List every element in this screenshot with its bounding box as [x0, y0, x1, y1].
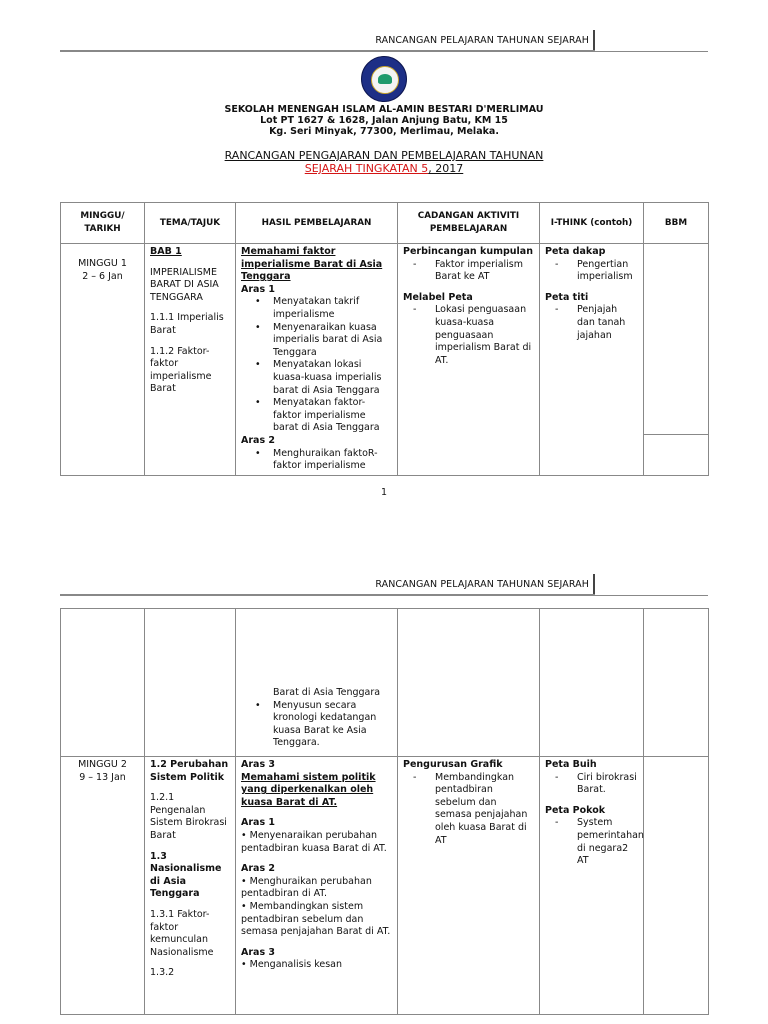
col-aktiviti: CADANGAN AKTIVITI PEMBELAJARAN: [398, 203, 540, 244]
level-2-list: [241, 448, 392, 473]
list-item: • Menyenaraikan kuasa imperialis barat di Asia Tenggara: [255, 322, 392, 360]
week-label: MINGGU 2: [78, 759, 127, 770]
cell-ithink: [540, 609, 644, 757]
level-2-text-2: • Membandingkan sistem pentadbiran sebelum dan semasa penjajahan Barat di AT.: [241, 900, 391, 938]
subtopic-1-2-1: 1.2.1 Pengenalan Sistem Birokrasi Barat: [150, 792, 227, 841]
cell-hasil: [236, 244, 398, 476]
cell-bbm: [644, 757, 709, 1015]
activity-1-list: [403, 259, 534, 284]
header-text: RANCANGAN PELAJARAN TAHUNAN SEJARAH: [375, 35, 589, 46]
outcome-title: Memahami faktor imperialisme Barat di Asia Tenggara: [241, 246, 383, 283]
activity-title: Pengurusan Grafik: [403, 759, 503, 770]
list-item: - Membandingkan pentadbiran sebelum dan semasa penjajahan oleh kuasa Barat di AT: [413, 772, 534, 848]
ithink-2-list: [545, 304, 638, 342]
ithink-2-list: [545, 817, 644, 867]
level-1-label: Aras 1: [241, 817, 276, 829]
level-2-label: Aras 2: [241, 434, 276, 446]
cell-hasil-cont: [236, 609, 398, 757]
activity-list: [403, 772, 534, 848]
col-tema: TEMA/TAJUK: [145, 203, 236, 244]
week-date: 9 – 13 Jan: [79, 771, 126, 783]
list-item-continued: [255, 687, 392, 700]
cell-tema: [145, 244, 236, 476]
list-item: • Menyatakan lokasi kuasa-kuasa imperialis barat di Asia Tenggara: [255, 359, 392, 397]
school-address-1: Lot PT 1627 & 1628, Jalan Anjung Batu, KM 15: [260, 115, 508, 126]
table-row: [61, 757, 709, 1015]
list-item: - Ciri birokrasi Barat.: [555, 772, 638, 797]
level-1-list: [241, 296, 392, 435]
ithink-2-title: Peta Pokok: [545, 804, 606, 816]
ithink-1-title: Peta dakap: [545, 246, 606, 257]
table-row: [61, 609, 709, 757]
list-item: • Menyatakan faktor-faktor imperialisme barat di Asia Tenggara: [255, 397, 392, 435]
ithink-2-title: Peta titi: [545, 291, 589, 303]
topic-1-2: 1.2 Perubahan Sistem Politik: [150, 759, 229, 783]
activity-1-title: Perbincangan kumpulan: [403, 246, 533, 257]
level-3-label-top: Aras 3: [241, 759, 276, 770]
level-1-label: Aras 1: [241, 283, 276, 295]
cell-minggu: [61, 757, 145, 1015]
cell-ithink: [540, 757, 644, 1015]
level-3-label: Aras 3: [241, 946, 276, 958]
plan-table-page-1: [60, 202, 709, 476]
continued-text: Barat di Asia Tenggara: [273, 687, 381, 699]
outcome-title: Memahami sistem politik yang diperkenalkan oleh kuasa Barat di AT.: [241, 771, 376, 808]
level-1-text: • Menyenaraikan perubahan pentadbiran kuasa Barat di AT.: [241, 829, 387, 854]
header-bar: [593, 30, 595, 50]
activity-2-title: Melabel Peta: [403, 291, 473, 303]
plan-title-text: RANCANGAN PENGAJARAN DAN PEMBELAJARAN TAHUNAN: [224, 149, 544, 162]
cell-aktiviti: [398, 244, 540, 476]
week-label: MINGGU 1: [78, 258, 127, 269]
level-2-label: Aras 2: [241, 863, 276, 875]
col-minggu: MINGGU/ TARIKH: [61, 203, 145, 244]
header-text-2: RANCANGAN PELAJARAN TAHUNAN SEJARAH: [375, 579, 589, 590]
cell-minggu: [61, 244, 145, 476]
plan-subtitle: [0, 162, 768, 175]
topic-title: IMPERIALISME BARAT DI ASIA TENGGARA: [150, 266, 219, 303]
list-item: - Pengertian imperialism: [555, 259, 638, 284]
cell-bbm: [644, 244, 709, 435]
subtopic-2: 1.1.2 Faktor-faktor imperialisme Barat: [150, 345, 212, 395]
list-item: - Lokasi penguasaan kuasa-kuasa penguasaan imperialism Barat di AT.: [413, 304, 534, 367]
page-number: 1: [380, 487, 388, 498]
chapter-label: BAB 1: [150, 246, 182, 257]
cell-aktiviti: [398, 757, 540, 1015]
logo-mark: [378, 74, 392, 84]
level-2-text-1: • Menghuraikan perubahan pentadbiran di AT.: [241, 875, 372, 900]
list-item: - Faktor imperialism Barat ke AT: [413, 259, 534, 284]
plan-table-page-2: [60, 608, 709, 1015]
table-row: [61, 244, 709, 435]
subtopic-1: 1.1.1 Imperialis Barat: [150, 312, 224, 336]
cell-aktiviti: [398, 609, 540, 757]
cell-bbm: [644, 609, 709, 757]
table-header-row: [61, 203, 709, 244]
ithink-1-title: Peta Buih: [545, 759, 597, 770]
col-hasil: HASIL PEMBELAJARAN: [236, 203, 398, 244]
level-3-text: • Menganalisis kesan: [241, 959, 343, 971]
plan-title: [0, 149, 768, 162]
header-bar-2: [593, 574, 595, 594]
week-date: 2 – 6 Jan: [82, 270, 123, 282]
subtitle-red: SEJARAH TINGKATAN 5: [304, 162, 429, 175]
logo-inner: [371, 66, 399, 94]
cell-tema: [145, 757, 236, 1015]
col-ithink: I-THINK (contoh): [540, 203, 644, 244]
page-header: [60, 32, 595, 51]
subtitle-year: , 2017: [428, 162, 464, 175]
cell-tema: [145, 609, 236, 757]
ithink-1-list: [545, 259, 638, 284]
cell-ithink: [540, 244, 644, 476]
activity-2-list: [403, 304, 534, 367]
subtopic-1-3-1: 1.3.1 Faktor-faktor kemunculan Nasionalisme: [150, 908, 214, 958]
continued-list: [241, 687, 392, 750]
ithink-1-list: [545, 772, 638, 797]
header-rule-2: [60, 595, 708, 596]
list-item: • Menghuraikan faktoR-faktor imperialisme: [255, 448, 392, 473]
subtopic-1-3-2: 1.3.2: [150, 967, 175, 979]
col-bbm: BBM: [644, 203, 709, 244]
school-address-2: Kg. Seri Minyak, 77300, Merlimau, Melaka.: [269, 126, 499, 137]
topic-1-3: 1.3 Nasionalisme di Asia Tenggara: [150, 850, 222, 900]
cell-hasil: [236, 757, 398, 1015]
list-item: - System pemerintahan di negara2 AT: [555, 817, 638, 867]
list-item: - Penjajah dan tanah jajahan: [555, 304, 638, 342]
list-item: • Menyusun secara kronologi kedatangan kuasa Barat ke Asia Tenggara.: [255, 700, 392, 750]
header-rule: [60, 51, 708, 52]
school-logo: [361, 56, 407, 102]
list-item: • Menyatakan takrif imperialisme: [255, 296, 392, 321]
school-name: SEKOLAH MENENGAH ISLAM AL-AMIN BESTARI D'MERLIMAU: [224, 104, 544, 115]
cell-minggu: [61, 609, 145, 757]
cell-bbm-lower: [644, 435, 709, 476]
page-header-2: [60, 576, 595, 595]
